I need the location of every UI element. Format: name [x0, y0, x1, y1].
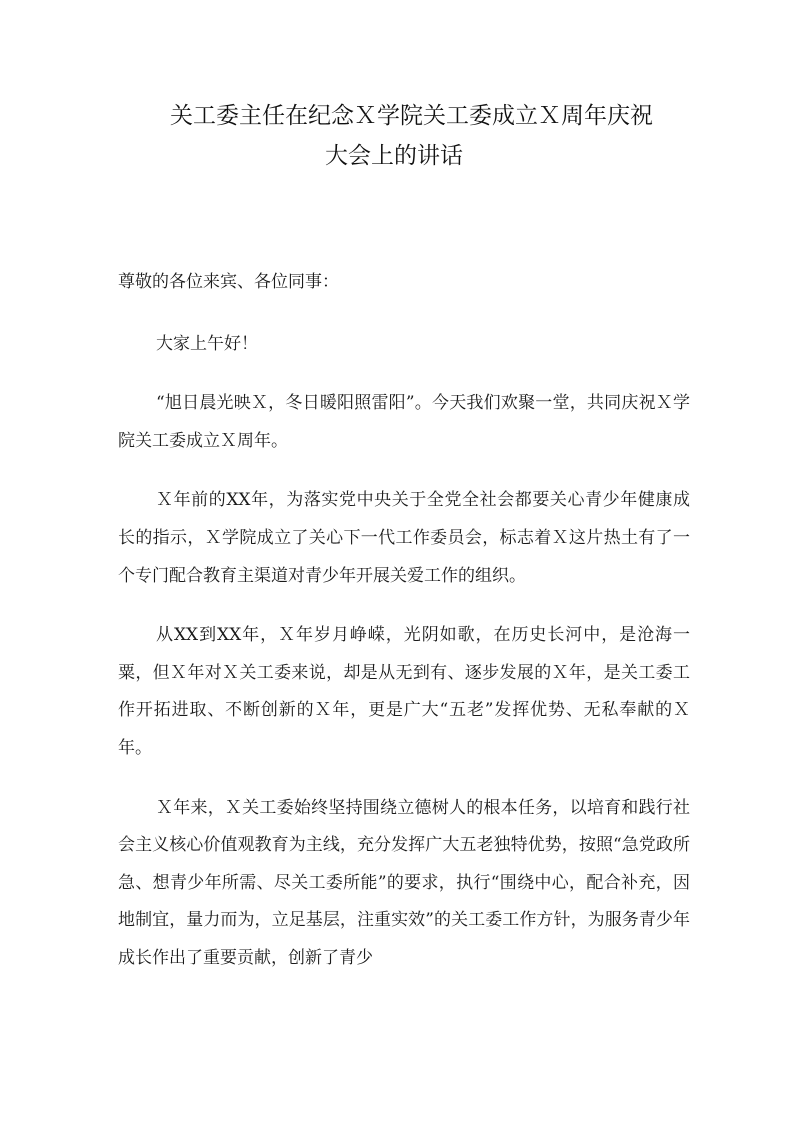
title-line-2: 大会上的讲话 [325, 143, 463, 169]
paragraph-1: “旭日晨光映Ｘ，冬日暖阳照雷阳”。今天我们欢聚一堂，共同庆祝Ｘ学院关工委成立Ｘ周年。 [118, 393, 690, 451]
paragraph-4: Ｘ年来，Ｘ关工委始终坚持围绕立德树人的根本任务，以培育和践行社会主义核心价值观教育为主线，充分发挥广大五老独特优势，按照“急党政所急、想青少年所需、尽关工委所能”的要求，执行“围绕中心，配合补充，因地制宜，量力而为，立足基层，注重实效”的关工委工作方针，为服务青少年成长作出了重要贡献，创新了青少 [118, 797, 690, 968]
document-body [118, 264, 690, 1000]
paragraph-3: 从XX到XX年，Ｘ年岁月峥嵘，光阴如歌，在历史长河中，是沧海一粟，但Ｘ年对Ｘ关工委来说，却是从无到有、逐步发展的Ｘ年，是关工委工作开拓进取、不断创新的Ｘ年，更是广大“五老”发挥优势、无私奉献的Ｘ年。 [118, 625, 690, 758]
title-line-1: 关工委主任在纪念Ｘ学院关工委成立Ｘ周年庆祝 [170, 103, 653, 129]
paragraph-2: Ｘ年前的XX年，为落实党中央关于全党全社会都要关心青少年健康成长的指示，Ｘ学院成立了关心下一代工作委员会，标志着Ｘ这片热土有了一个专门配合教育主渠道对青少年开展关爱工作的组织。 [118, 490, 690, 586]
salutation: 尊敬的各位来宾、各位同事： [118, 272, 339, 292]
paragraph-greeting: 大家上午好！ [156, 333, 258, 354]
